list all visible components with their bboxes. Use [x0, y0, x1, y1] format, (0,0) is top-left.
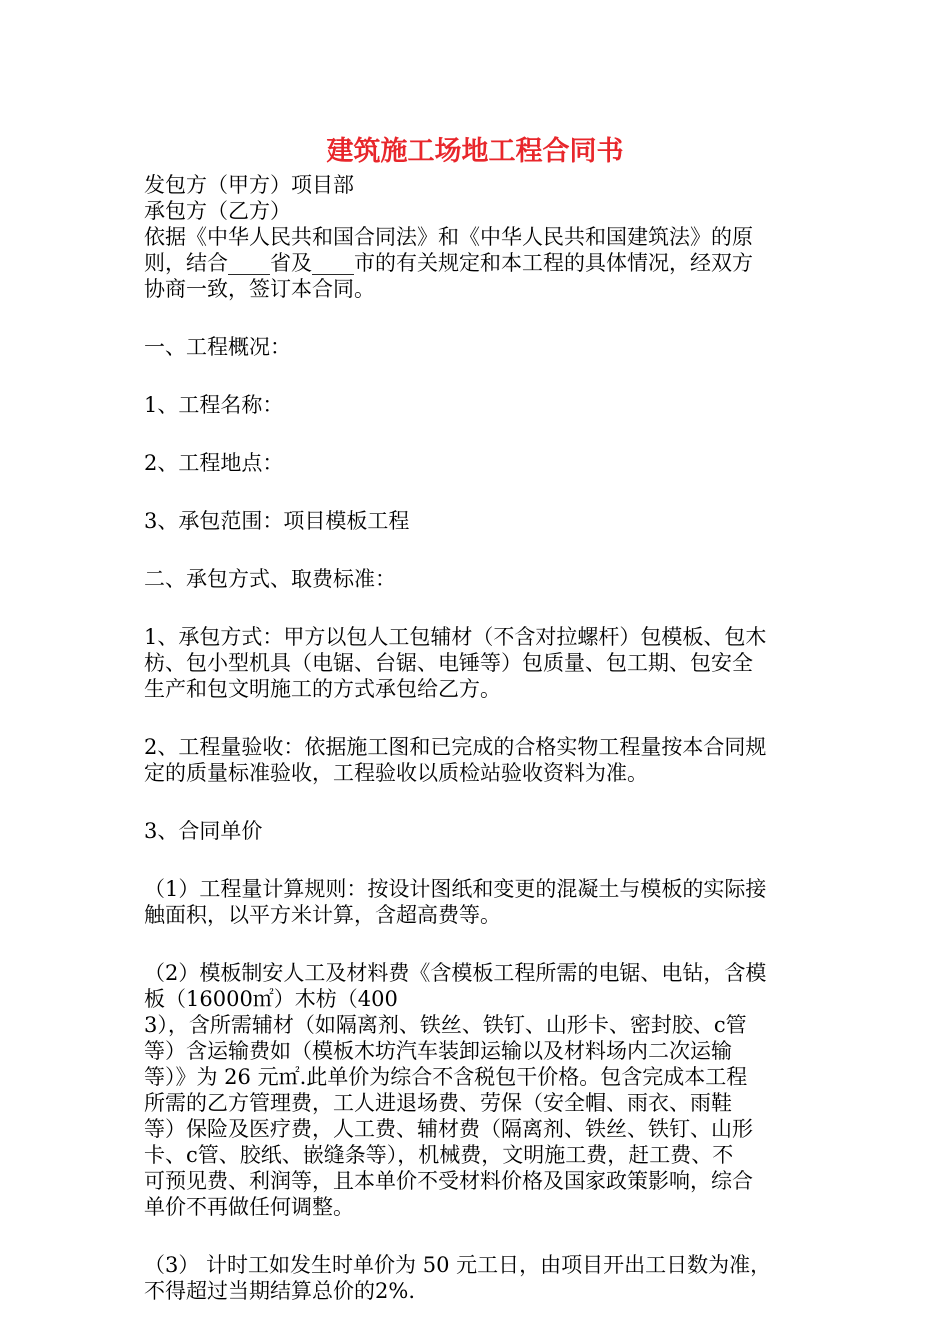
text-line: 2、工程量验收：依据施工图和已完成的合格实物工程量按本合同规 — [144, 735, 767, 759]
text-line: 发包方（甲方）项目部 — [144, 173, 354, 197]
list-item: 1、工程名称： — [144, 393, 284, 417]
text-line: 触面积，以平方米计算，含超高费等。 — [144, 903, 501, 927]
text-line: （1）工程量计算规则：按设计图纸和变更的混凝土与模板的实际接 — [144, 877, 767, 901]
text-line: 生产和包文明施工的方式承包给乙方。 — [144, 677, 501, 701]
list-item: 3、承包范围：项目模板工程 — [144, 509, 410, 533]
section-heading: 一、工程概况： — [144, 335, 291, 359]
document-title: 建筑施工场地工程合同书 — [326, 136, 624, 167]
text-line: （2）模板制安人工及材料费《含模板工程所需的电锯、电钻，含模 — [144, 961, 767, 985]
text-line: 不得超过当期结算总价的2%. — [144, 1279, 415, 1303]
text-line: 协商一致，签订本合同。 — [144, 277, 375, 301]
text-line: 定的质量标准验收，工程验收以质检站验收资料为准。 — [144, 761, 648, 785]
list-item: 3、合同单价 — [144, 819, 263, 843]
text-line: 所需的乙方管理费，工人进退场费、劳保（安全帽、雨衣、雨鞋 — [144, 1091, 732, 1115]
text-line: 卡、c管、胶纸、嵌缝条等），机械费，文明施工费，赶工费、不 — [144, 1143, 734, 1167]
list-item: 2、工程地点： — [144, 451, 284, 475]
text-line: 1、承包方式：甲方以包人工包辅材（不含对拉螺杆）包模板、包木 — [144, 625, 767, 649]
text-line: （3） 计时工如发生时单价为 50 元工日，由项目开出工日数为准， — [144, 1253, 772, 1277]
text-line: 依据《中华人民共和国合同法》和《中华人民共和国建筑法》的原 — [144, 225, 753, 249]
text-line: 单价不再做任何调整。 — [144, 1195, 354, 1219]
document-body — [144, 172, 814, 1304]
text-line: 可预见费、利润等，且本单价不受材料价格及国家政策影响，综合 — [144, 1169, 753, 1193]
text-line: 3），含所需辅材（如隔离剂、铁丝、铁钉、山形卡、密封胶、c管 — [144, 1013, 747, 1037]
text-line: 等）含运输费如（模板木坊汽车装卸运输以及材料场内二次运输 — [144, 1039, 732, 1063]
section-heading: 二、承包方式、取费标准： — [144, 567, 396, 591]
text-line: 则，结合____省及____市的有关规定和本工程的具体情况，经双方 — [144, 251, 753, 275]
text-line: 枋、包小型机具（电锯、台锯、电锤等）包质量、包工期、包安全 — [144, 651, 753, 675]
text-line: 等）保险及医疗费，人工费、辅材费（隔离剂、铁丝、铁钉、山形 — [144, 1117, 753, 1141]
text-line: 板（16000㎡）木枋（400 — [144, 987, 398, 1011]
text-line: 等）》为 26 元㎡.此单价为综合不含税包干价格。包含完成本工程 — [144, 1065, 748, 1089]
text-line: 承包方（乙方） — [144, 199, 291, 223]
